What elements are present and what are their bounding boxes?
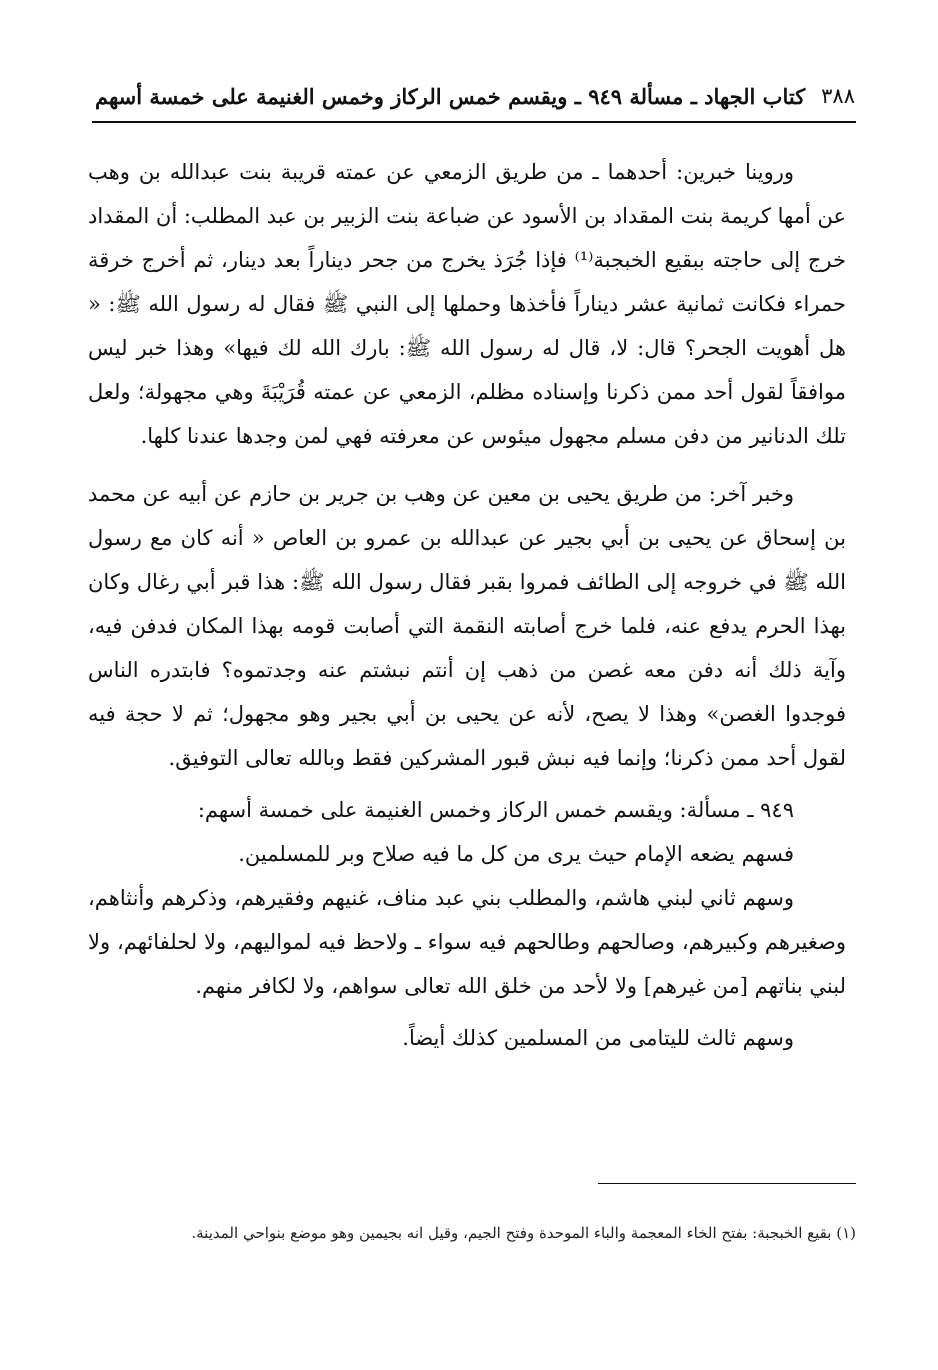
header-rule xyxy=(92,121,856,123)
paragraph-third-share: وسهم ثالث لليتامى من المسلمين كذلك أيضاً. xyxy=(402,1026,794,1050)
issue-heading: ٩٤٩ ـ مسألة: ويقسم خمس الركاز وخمس الغنيمة على خمسة أسهم: xyxy=(197,798,794,822)
main-text xyxy=(88,150,846,1060)
paragraph-second-share: وسهم ثاني لبني هاشم، والمطلب بني عبد مناف، غنيهم وفقيرهم، وذكرهم وأنثاهم، وصغيرهم وكبيرهم، وصالحهم وطالحهم فيه سواء ـ ولاحظ فيه لمواليهم، ولا لحلفائهم، ولا لبني بناتهم [من غيرهم] ولا لأحد من خلق الله تعالى سواهم، ولا لكافر منهم. xyxy=(88,886,846,998)
paragraph-first-share: فسهم يضعه الإمام حيث يرى من كل ما فيه صلاح وبر للمسلمين. xyxy=(238,842,794,866)
page-number: ٣٨٨ xyxy=(821,84,855,108)
running-title: كتاب الجهاد ـ مسألة ٩٤٩ ـ ويقسم خمس الركاز وخمس الغنيمة على خمسة أسهم xyxy=(95,83,806,109)
footnote-rule xyxy=(598,1183,856,1184)
paragraph-second-report: وخبر آخر: من طريق يحيى بن معين عن وهب بن جرير بن حازم عن أبيه عن محمد بن إسحاق عن يحيى بن أبي بجير عن عبدالله بن عمرو بن العاص « أنه كان مع رسول الله ﷺ في خروجه إلى الطائف فمروا بقبر فقال رسول الله ﷺ: هذا قبر أبي رغال وكان بهذا الحرم يدفع عنه، فلما خرج أصابته النقمة التي أصابت قومه بهذا المكان فدفن فيه، وآية ذلك أنه دفن معه غصن من ذهب إن أنتم نبشتم عنه وجدتموه؟ فابتدره الناس فوجدوا الغصن» وهذا لا يصح، لأنه عن يحيى بن أبي بجير وهو مجهول؛ ثم لا حجة فيه لقول أحد ممن ذكرنا؛ وإنما فيه نبش قبور المشركين فقط وبالله تعالى التوفيق. xyxy=(88,482,846,770)
paragraph-first-report: وروينا خبرين: أحدهما ـ من طريق الزمعي عن عمته قريبة بنت عبدالله بن وهب عن أمها كريمة بنت المقداد بن الأسود عن ضباعة بنت الزبير بن عبد المطلب: أن المقداد خرج إلى حاجته ببقيع الخبجبة⁽¹⁾ فإذا جُرَذ يخرج من جحر ديناراً بعد دينار، ثم أخرج خرقة حمراء فكانت ثمانية عشر ديناراً فأخذها وحملها إلى النبي ﷺ فقال له رسول الله ﷺ: « هل أهويت الجحر؟ قال: لا، قال له رسول الله ﷺ: بارك الله لك فيها» وهذا خبر ليس موافقاً لقول أحد ممن ذكرنا وإسناده مظلم، الزمعي عن عمته قُرَيْبَةَ وهي مجهولة؛ ولعل تلك الدنانير من دفن مسلم مجهول ميئوس عن معرفته فهي لمن وجدها عندنا كلها. xyxy=(88,160,846,448)
running-header xyxy=(95,74,855,118)
footnote: (١) بقيع الخبجبة: بفتح الخاء المعجمة والباء الموحدة وفتح الجيم، وقيل انه بجيمين وهو موضع بنواحي المدينة. xyxy=(191,1224,856,1242)
